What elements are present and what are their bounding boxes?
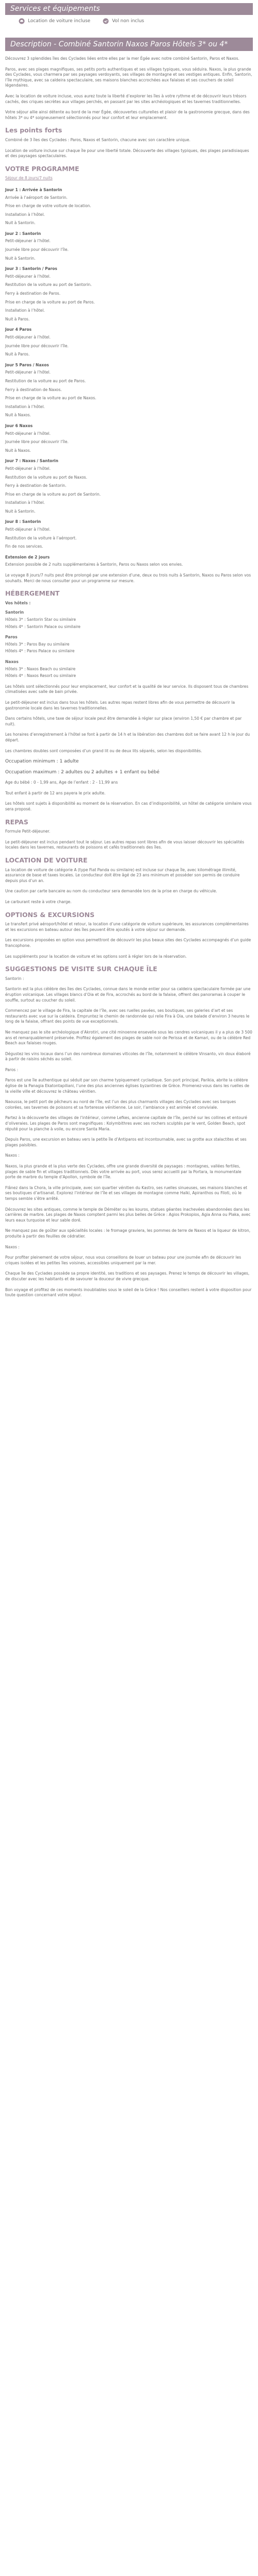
points-forts-paragraph: Location de voiture incluse sur chaque île pour une liberté totale. Découverte des villages typiques, des plages paradisiaques et des paysages spectaculaires. — [5, 148, 249, 159]
points-forts-title: Les points forts — [5, 126, 62, 134]
programme-day-line: Restitution de la voiture au port de Paros. — [5, 378, 86, 383]
location-paragraph: La location de voiture de catégorie A (type Fiat Panda ou similaire) est incluse sur chaque île, avec kilométrage illimité, assurance de base et taxes locales. Le conducteur doit être âgé de 23 ans minimum et posséder son permis de conduire depuis plus d’un an. — [5, 867, 240, 883]
hotel-list — [5, 635, 253, 654]
content — [0, 56, 258, 1308]
programme-day — [5, 231, 253, 261]
programme-day-line: Journée libre pour découvrir l’île. — [5, 439, 69, 445]
programme-day-line: Ferry à destination de Naxos. — [5, 387, 62, 392]
suggestion-paragraph: Paros : — [5, 1067, 19, 1072]
programme-day-title: Jour 1 : Arrivée à Santorin — [5, 187, 62, 192]
programme-day-line: Installation à l’hôtel. — [5, 212, 45, 217]
location-paragraph: Le carburant reste à votre charge. — [5, 900, 72, 904]
hebergement-subtitle: Vos hôtels : — [5, 600, 31, 605]
programme-day-title: Jour 4 Paros — [5, 327, 32, 332]
suggestion-paragraph: Santorin est la plus célèbre des îles des Cyclades, connue dans le monde entier pour sa caldeira spectaculaire formée par une éruption volcanique. Les villages blancs d’Oia et de Fira, accrochés au bord de la falaise, offrent des panoramas à couper le souffle, surtout au coucher du soleil. — [5, 987, 251, 1003]
programme-day-title: Jour 5 Paros / Naxos — [5, 362, 49, 367]
programme-day-line: Nuit à Santorin. — [5, 509, 36, 514]
description-paragraph: Découvrez 3 splendides îles des Cyclades liées entre elles par la mer Égée avec notre combiné Santorin, Paros et Naxos. — [5, 56, 239, 61]
programme-day-line: Petit-déjeuner à l’hôtel. — [5, 527, 51, 532]
options-title: OPTIONS & EXCURSIONS — [5, 910, 95, 919]
badge-flight — [103, 18, 144, 24]
options-paragraph: Les suppléments pour la location de voiture et les options sont à régler lors de la réservation. — [5, 954, 187, 959]
suggestion-paragraph: Découvrez les sites antiques, comme le temple de Déméter ou les kouros, statues géantes inachevées abandonnées dans les carrières de marbre. Les plages de Naxos comptent parmi les plus belles de Grèce : Agios Prokopios, Agia Anna ou Plaka, avec leurs eaux turquoise et leur sable doré. — [5, 1207, 251, 1223]
programme-day — [5, 555, 253, 568]
programme-day-line: Prise en charge de la voiture au port de Naxos. — [5, 396, 96, 401]
hebergement-paragraph: Les horaires d’enregistrement à l’hôtel se font à partir de 14 h et la libération des chambres doit se faire avant 12 h le jour du départ. — [5, 732, 250, 742]
suggestion-paragraph: Ne manquez pas le site archéologique d’Akrotiri, une cité minoenne ensevelie sous les cendres volcaniques il y a plus de 3 500 ans et remarquablement préservée. Profitez également des plages de sable noir de Perissa et de Kamari, ou de la célèbre Red Beach aux falaises rouges. — [5, 1029, 252, 1046]
hotel-list — [5, 659, 253, 679]
hotel-island: Santorin — [5, 610, 24, 615]
hebergement-title: HÉBERGEMENT — [5, 589, 60, 598]
hotel-item: Hôtels 4* : Paros Palace ou similaire — [5, 649, 75, 654]
programme-day-line: Nuit à Paros. — [5, 316, 30, 321]
programme-day-title: Jour 8 : Santorin — [5, 519, 41, 524]
programme-day-title: Jour 7 : Naxos / Santorin — [5, 459, 58, 464]
programme-day-line: Journée libre pour découvrir l’île. — [5, 343, 69, 348]
repas-paragraph: Formule Petit-déjeuner. — [5, 829, 51, 834]
programme-day — [5, 266, 253, 322]
repas-title: REPAS — [5, 818, 28, 826]
suggestion-paragraph: Ne manquez pas de goûter aux spécialités locales : le fromage graviera, les pommes de terre de Naxos et la liqueur de kitron, produite à partir des feuilles de cédratier. — [5, 1228, 251, 1239]
programme-day — [5, 459, 253, 514]
description-title: Description - Combiné Santorin Naxos Paros Hôtels 3* ou 4* — [10, 40, 228, 48]
suggestion-paragraph: Santorin : — [5, 976, 24, 981]
programme-day-line: Nuit à Naxos. — [5, 448, 31, 453]
badge-car — [19, 18, 90, 24]
suggestion-paragraph: Depuis Paros, une excursion en bateau vers la petite île d’Antiparos est incontournable, avec sa grotte aux stalactites et ses plages paisibles. — [5, 1137, 247, 1147]
car-icon — [19, 18, 25, 24]
hebergement-paragraph: Dans certains hôtels, une taxe de séjour locale peut être demandée à régler sur place (environ 1,50 € par chambre et par nuit). — [5, 716, 242, 726]
programme-day-line: Restitution de la voiture à l’aéroport. — [5, 535, 77, 540]
programme-day-title: Jour 6 Naxos — [5, 423, 33, 428]
programme-day-line: Petit-déjeuner à l’hôtel. — [5, 466, 51, 471]
hotel-lists — [5, 610, 253, 679]
programme-day-line: Journée libre pour découvrir l’île. — [5, 247, 69, 252]
hotel-island: Naxos — [5, 659, 19, 664]
suggestions-body — [5, 976, 253, 1298]
hotel-item: Hôtels 3* : Paros Bay ou similaire — [5, 641, 70, 647]
programme-day-line: Nuit à Naxos. — [5, 413, 31, 418]
suggestion-paragraph: Flânez dans la Chora, la ville principale, avec son quartier vénitien du Kastro, ses ruelles sinueuses, ses maisons blanches et ses boutiques d’artisanat. Explorez l’intérieur de l’île et ses villages de montagne comme Halki, Apiranthos ou Filoti, où le temps semble s’être arrêté. — [5, 1185, 248, 1201]
suggestion-paragraph: Pour profiter pleinement de votre séjour, nous vous conseillons de louer un bateau pour une journée afin de découvrir les criques isolées et les petites îles voisines, accessibles uniquement par la mer. — [5, 1255, 241, 1265]
hotel-item: Hôtels 4* : Naxos Resort ou similaire — [5, 673, 76, 679]
suggestions-title: SUGGESTIONS DE VISITE SUR CHAQUE ÎLE — [5, 965, 157, 973]
options-paragraph: Le transfert privé aéroport/hôtel et retour, la location d’une catégorie de voiture supérieure, les assurances complémentaires et les excursions en bateau autour des îles peuvent être ajoutés à votre séjour sur demande. — [5, 922, 249, 932]
suggestion-paragraph: Chaque île des Cyclades possède sa propre identité, ses traditions et ses paysages. Prenez le temps de découvrir les villages, de discuter avec les habitants et de savourer la douceur de vivre grecque. — [5, 1271, 250, 1281]
hotel-item: Hôtels 3* : Naxos Beach ou similaire — [5, 666, 76, 671]
hebergement-more: Les hôtels sont sujets à disponibilité au moment de la réservation. En cas d’indisponibilité, un hôtel de catégorie similaire vous sera proposé. — [5, 801, 252, 812]
hebergement-paragraph: Les chambres doubles sont composées d’un grand lit ou de deux lits séparés, selon les disponibilités. — [5, 748, 202, 753]
programme-day-line: Ferry à destination de Santorin. — [5, 483, 67, 488]
programme-title: VOTRE PROGRAMME — [5, 164, 79, 173]
suggestion-paragraph: Bon voyage et profitez de ces moments inoubliables sous le soleil de la Grèce ! Nos conseillers restent à votre disposition pour toute question concernant votre séjour. — [5, 1287, 252, 1298]
programme-day-title: Jour 3 : Santorin / Paros — [5, 266, 57, 272]
programme-day-line: Nuit à Paros. — [5, 352, 30, 357]
programme-day-line: Prise en charge de la voiture au port de Santorin. — [5, 492, 101, 497]
airplane-icon — [103, 18, 109, 24]
programme-day-line: Prise en charge de la voiture au port de Paros. — [5, 299, 95, 304]
programme-day-line: Petit-déjeuner à l’hôtel. — [5, 239, 51, 244]
points-forts-paragraph: Combiné de 3 îles des Cyclades : Paros, Naxos et Santorin, chacune avec son caractère unique. — [5, 137, 190, 142]
programme-days — [5, 188, 253, 568]
programme-day-line: Restitution de la voiture au port de Naxos. — [5, 474, 87, 480]
description-section — [5, 56, 253, 121]
suggestion-paragraph: Naoussa, le petit port de pêcheurs au nord de l’île, est l’un des plus charmants villages des Cyclades avec ses barques colorées, ses tavernes de poissons et sa forteresse vénitienne. Le soir, l’ambiance y est animée et conviviale. — [5, 1099, 236, 1110]
hebergement-more: Tout enfant à partir de 12 ans payera le prix adulte. — [5, 790, 106, 795]
programme-day-line: Ferry à destination de Paros. — [5, 291, 61, 296]
programme-subtitle: Séjour de 8 jours/7 nuits — [5, 176, 53, 181]
programme-day-line: Fin de nos services. — [5, 544, 43, 549]
programme-day-line: Nuit à Santorin. — [5, 256, 36, 261]
suggestion-paragraph: Paros est une île authentique qui séduit par son charme typiquement cycladique. Son port principal, Parikia, abrite la célèbre église de la Panagia Ekatontapiliani, l’une des plus anciennes églises byzantines de Grèce. Promenez-vous dans les ruelles de la vieille ville et découvrez le château vénitien. — [5, 1078, 250, 1094]
suggestion-paragraph: Dégustez les vins locaux dans l’un des nombreux domaines viticoles de l’île, notamment le célèbre Vinsanto, vin doux élaboré à partir de raisins séchés au soleil. — [5, 1051, 251, 1062]
service-badges — [19, 18, 253, 24]
programme-note: Le voyage 8 jours/7 nuits peut être prolongé par une extension d’une, deux ou trois nuits à Santorin, Naxos ou Paros selon vos souhaits. Merci de nous consulter pour un programme sur mesure. — [5, 573, 251, 583]
programme-day — [5, 327, 253, 357]
suggestion-paragraph: Naxos : — [5, 1244, 20, 1249]
hotel-list — [5, 610, 253, 630]
programme-day-title: Jour 2 : Santorin — [5, 231, 41, 236]
programme-day-line: Arrivée à l’aéroport de Santorin. — [5, 195, 68, 200]
repas-paragraph: Le petit-déjeuner est inclus pendant tout le séjour. Les autres repas sont libres afin de vous laisser découvrir les spécialités locales dans les tavernes, restaurants de poissons et cafés traditionnels des îles. — [5, 839, 245, 850]
programme-day-line: Installation à l’hôtel. — [5, 500, 45, 505]
options-paragraph: Les excursions proposées en option vous permettront de découvrir les plus beaux sites des Cyclades accompagnés d’un guide francophone. — [5, 938, 251, 948]
location-title: LOCATION DE VOITURE — [5, 856, 88, 865]
programme-day-line: Installation à l’hôtel. — [5, 404, 45, 409]
description-paragraph: Votre séjour allie ainsi détente au bord de la mer Égée, découvertes culturelles et plaisir de la gastronomie grecque, dans des hôtels 3* ou 4* soigneusement sélectionnés pour leur confort et leur emplacement. — [5, 110, 250, 120]
programme-day-line: Installation à l’hôtel. — [5, 308, 45, 313]
programme-day-line: Petit-déjeuner à l’hôtel. — [5, 370, 51, 375]
services-header — [5, 3, 253, 15]
suggestion-paragraph: Naxos, la plus grande et la plus verte des Cyclades, offre une grande diversité de paysages : montagnes, vallées fertiles, plages de sable fin et villages traditionnels. Dès votre arrivée au port, vous serez accueilli par la Portara, la monumentale porte de marbre du temple d’Apollon, symbole de l’île. — [5, 1164, 241, 1180]
description-paragraph: Avec la location de voiture incluse, vous aurez toute la liberté d’explorer les îles à votre rythme et de découvrir leurs trésors cachés, des criques secrètes aux villages perchés, en passant par les sites archéologiques et les tavernes traditionnelles. — [5, 93, 247, 104]
programme-day-line: Petit-déjeuner à l’hôtel. — [5, 335, 51, 340]
suggestion-paragraph: Commencez par le village de Fira, la capitale de l’île, avec ses ruelles pavées, ses boutiques, ses galeries d’art et ses restaurants avec vue sur la caldeira. Empruntez le chemin de randonnée qui relie Fira à Oia, une balade d’environ 3 heures le long de la falaise, offrant des points de vue exceptionnels. — [5, 1008, 250, 1024]
programme-day-line: Extension possible de 2 nuits supplémentaires à Santorin, Paros ou Naxos selon vos envies. — [5, 562, 183, 567]
programme-day — [5, 188, 253, 226]
programme-day-line: Restitution de la voiture au port de Santorin. — [5, 282, 92, 287]
programme-day-line: Petit-déjeuner à l’hôtel. — [5, 431, 51, 436]
suggestion-paragraph: Partez à la découverte des villages de l’intérieur, comme Lefkes, ancienne capitale de l’île, perché sur les collines et entouré d’oliveraies. Les plages de Paros sont magnifiques : Kolymbithres avec ses rochers sculptés par le vent, Golden Beach, spot réputé pour la planche à voile, ou encore Santa Maria. — [5, 1115, 247, 1131]
hebergement-paragraph: Les hôtels sont sélectionnés pour leur emplacement, leur confort et la qualité de leur service. Ils disposent tous de chambres climatisées avec salle de bain privée. — [5, 684, 249, 694]
description-header — [5, 38, 253, 51]
occupancy-min: Occupation minimum : 1 adulte — [5, 759, 79, 765]
programme-day — [5, 519, 253, 549]
hotel-item: Hôtels 3* : Santorin Star ou similaire — [5, 617, 76, 622]
programme-day-line: Prise en charge de votre voiture de location. — [5, 204, 91, 209]
hotel-island: Paros — [5, 635, 18, 640]
badge-car-label: Location de voiture incluse — [28, 19, 91, 24]
programme-day-line: Nuit à Santorin. — [5, 221, 36, 226]
programme-day-title: Extension de 2 jours — [5, 554, 50, 560]
hebergement-more: Age du bébé : 0 - 1,99 ans, Age de l’enfant : 2 - 11,99 ans — [5, 780, 118, 785]
description-paragraph: Paros, avec ses plages magnifiques, ses petits ports authentiques et ses villages typiques, vous séduira. Naxos, la plus grande des Cyclades, vous charmera par ses paysages verdoyants, ses villages de montagne et ses vestiges antiques. Enfin, Santorin, l’île mythique, avec sa caldeira spectaculaire, ses maisons blanches accrochées aux falaises et ses couchers de soleil légendaires. — [5, 66, 252, 88]
hebergement-paragraph: Le petit-déjeuner est inclus dans tous les hôtels. Les autres repas restent libres afin de vous permettre de découvrir la gastronomie locale dans les tavernes traditionnelles. — [5, 700, 235, 710]
programme-day — [5, 363, 253, 418]
programme-day — [5, 423, 253, 453]
badge-flight-label: Vol non inclus — [112, 19, 144, 24]
programme-day-line: Petit-déjeuner à l’hôtel. — [5, 274, 51, 279]
services-title: Services et équipements — [10, 5, 100, 13]
location-paragraph: Une caution par carte bancaire au nom du conducteur sera demandée lors de la prise en charge du véhicule. — [5, 889, 217, 894]
suggestion-paragraph: Naxos : — [5, 1153, 20, 1158]
hotel-item: Hôtels 4* : Santorin Palace ou similaire — [5, 624, 80, 629]
occupancy-max: Occupation maximum : 2 adultes ou 2 adultes + 1 enfant ou bébé — [5, 769, 160, 775]
